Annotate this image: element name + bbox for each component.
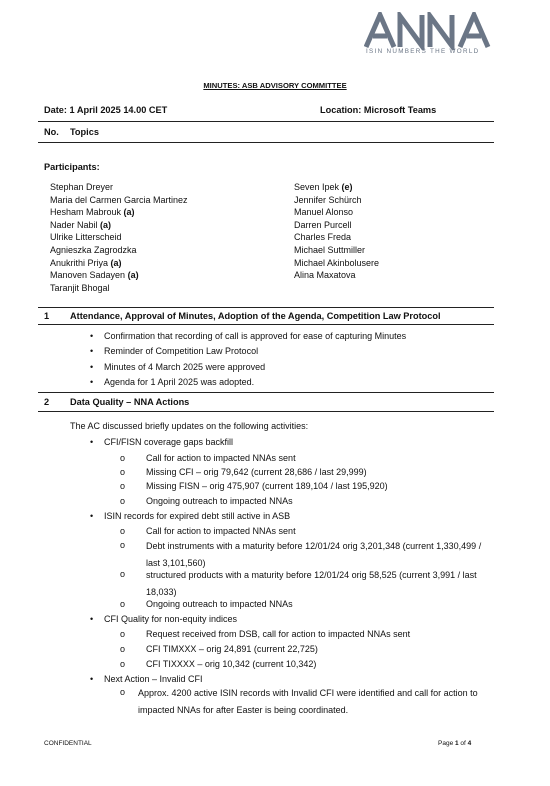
divider	[38, 392, 494, 393]
meeting-date: Date: 1 April 2025 14.00 CET	[44, 105, 168, 115]
participant: Nader Nabil (a)	[50, 219, 112, 230]
participant: Jennifer Schürch	[294, 194, 362, 205]
section-title: Data Quality – NNA Actions	[70, 397, 190, 407]
header-no: No.	[44, 127, 59, 137]
participant: Manuel Alonso	[294, 207, 354, 218]
section-title: Attendance, Approval of Minutes, Adoption of the Agenda, Competition Law Protocol	[70, 311, 441, 321]
participant: Darren Purcell	[294, 219, 352, 230]
participants-label: Participants:	[44, 162, 100, 172]
participants-column-2	[294, 181, 379, 282]
document-title: MINUTES: ASB ADVISORY COMMITTEE	[203, 81, 347, 90]
participant: Stephan Dreyer	[50, 182, 114, 192]
logo-tagline: ISIN NUMBERS THE WORLD	[366, 48, 480, 55]
divider	[38, 121, 494, 122]
section-number: 1	[44, 311, 50, 321]
meeting-meta	[44, 105, 492, 117]
participant: Alina Maxatova	[294, 270, 356, 281]
participant: Hesham Mabrouk (a)	[50, 207, 135, 218]
participant: Charles Freda	[294, 232, 352, 243]
meeting-location: Location: Microsoft Teams	[320, 105, 437, 115]
divider	[38, 411, 494, 412]
participant: Anukrithi Priya (a)	[50, 257, 122, 268]
participant: Michael Akinbolusere	[294, 257, 380, 268]
section-number: 2	[44, 397, 50, 407]
divider	[38, 307, 494, 308]
participant: Michael Suttmiller	[294, 244, 366, 255]
participant: Manoven Sadayen (a)	[50, 270, 139, 281]
anna-logo-mark	[364, 12, 494, 50]
participant: Agnieszka Zagrodzka	[50, 244, 137, 255]
participant: Ulrike Litterscheid	[50, 232, 122, 243]
header-topics: Topics	[70, 127, 99, 137]
footer-page-number: Page 1 of 4	[438, 740, 472, 747]
footer-confidential: CONFIDENTIAL	[44, 740, 92, 747]
divider	[38, 142, 494, 143]
participant: Seven Ipek (e)	[294, 182, 353, 192]
participant: Taranjit Bhogal	[50, 282, 110, 293]
divider	[38, 324, 494, 325]
participants-column-1	[50, 181, 188, 294]
participant: Maria del Carmen Garcia Martinez	[50, 194, 188, 205]
section-intro: The AC discussed briefly updates on the following activities:	[70, 421, 309, 431]
